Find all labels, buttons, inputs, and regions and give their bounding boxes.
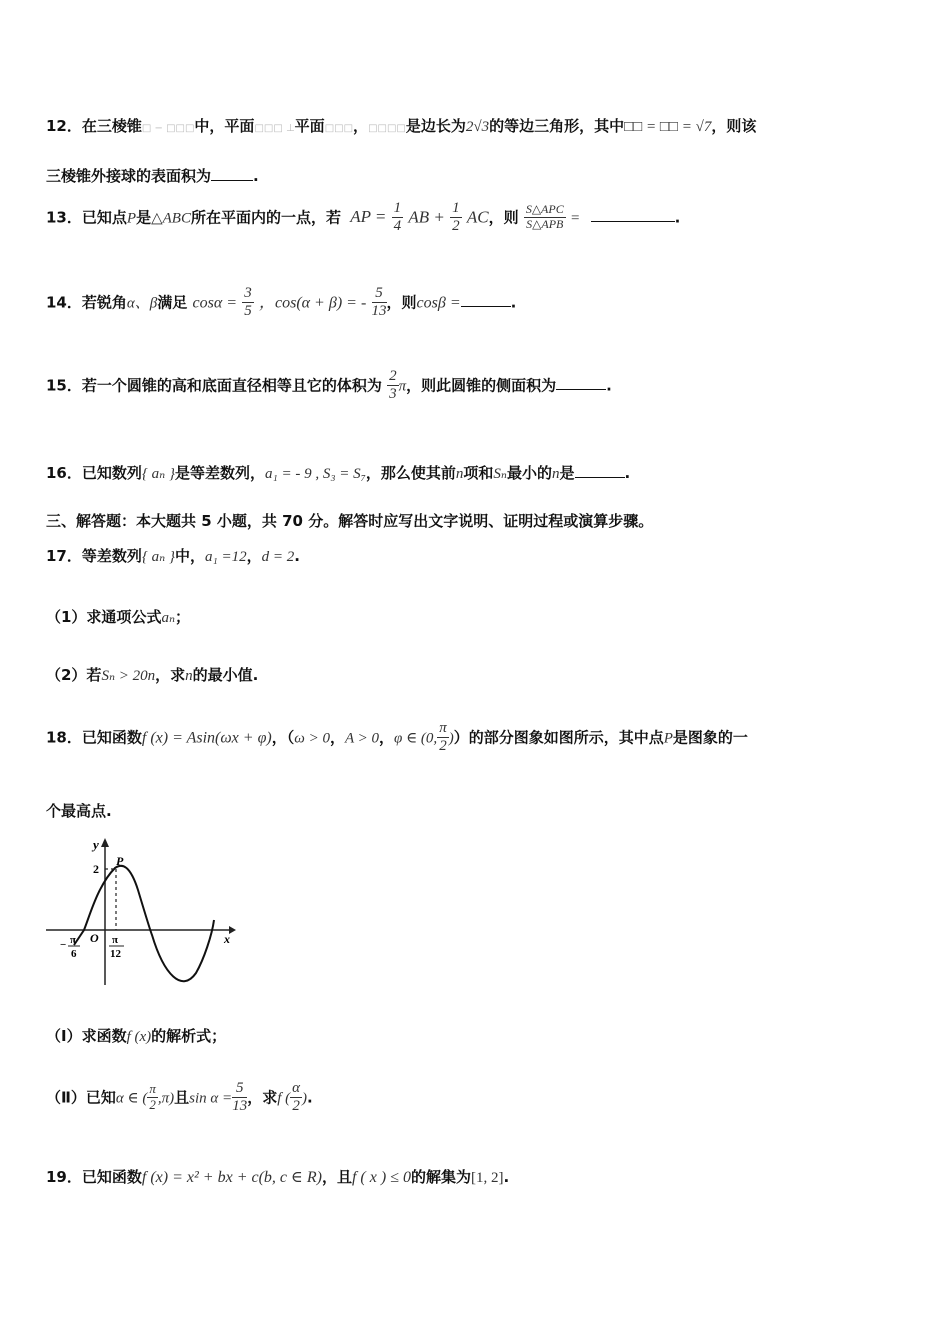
origin-label: O [90, 931, 99, 945]
y-label: y [93, 837, 99, 852]
q14: 14．若锐角α、β满足 cosα = $\frac{3}{5}$ ，cos(α + β) = - $\frac{5}{13}$ ，则cosβ = . [46, 285, 517, 320]
sine-graph [46, 835, 236, 990]
sine-curve [74, 866, 214, 981]
q16: 16．已知数列{ aₙ }是等差数列，a₁ = - 9 , S₃ = S₇，那么使其前n项和Sₙ最小的n是 . [46, 464, 631, 482]
section-heading: 三、解答题：本大题共 5 小题，共 70 分。解答时应写出文字说明、证明过程或演算步骤。 [46, 512, 654, 530]
q18: 18．已知函数f (x) = Asin(ωx + φ)，（ω > 0，A > 0，φ ∈ (0, $\frac{\pi}{2}$ )）的部分图象如图所示，其中点P是图象的一 [46, 720, 748, 755]
fraction-pi-over-2: $\frac{\pi}{2}$ [439, 720, 447, 755]
y-tick-2: 2 [93, 862, 99, 876]
answer-blank [556, 389, 606, 390]
math-side-length: 2√3 [465, 119, 490, 135]
q18-part1: （Ⅰ）求函数f (x)的解析式； [46, 1027, 227, 1045]
answer-blank [461, 306, 511, 307]
triangle-abc: △ABC [151, 210, 191, 227]
sequence-an: { aₙ } [141, 466, 175, 482]
x-tick-right-den: 12 [110, 948, 121, 960]
q13: 13．已知点P是△ABC所在平面内的一点，若 AP = $\frac{1}{4}$ AB + $\frac{1}{2}$ AC，则 $\frac{\text{S△APC}}{\text{S△APB}}$ = . [46, 200, 681, 235]
fraction-pi-over-2: $\frac{\pi}{2}$ [149, 1081, 156, 1113]
q12-line2: 三棱锥外接球的表面积为 . [46, 167, 259, 185]
fraction-one-half: $\frac{1}{2}$ [452, 200, 460, 235]
answer-blank [575, 477, 625, 478]
q12-line1: 12．在三棱锥□ − □□□中，平面□□□ ⊥平面□□□，□□□□是边长为2√3的等边三角形，其中□□ = □□ = √7，则该 [46, 117, 757, 135]
math-placeholder: □□□ [324, 123, 354, 134]
math-placeholder: □□□□ [368, 123, 406, 134]
q18-part2: （Ⅱ）已知α ∈ ( $\frac{\pi}{2}$ ,π)且sin α = $\frac{5}{13}$ ，求f ( $\frac{\alpha}{2}$ ). [46, 1080, 313, 1115]
math-equal-sides: □□ = □□ = √7 [624, 119, 712, 135]
fraction-alpha-over-2: $\frac{\alpha}{2}$ [292, 1080, 300, 1115]
peak-label: P [116, 854, 124, 868]
math-placeholder: □ − □□□ [141, 123, 195, 134]
answer-blank [211, 180, 253, 181]
y-axis-arrow [101, 838, 109, 847]
x-tick-right-num: π [112, 934, 119, 946]
fraction-five-thirteenths: $\frac{5}{13}$ [232, 1080, 248, 1115]
math-placeholder: □□□ ⊥ [254, 123, 295, 134]
q17-part2: （2）若Sₙ > 20n，求n的最小值. [46, 666, 259, 684]
q17: 17．等差数列{ aₙ }中，a₁ =12，d = 2. [46, 547, 300, 565]
x-tick-minus-sign: − [60, 939, 67, 951]
condition: a₁ = - 9 , S₃ = S₇ [264, 466, 366, 482]
x-tick-left-num: π [70, 934, 77, 946]
sequence-an: { aₙ } [141, 549, 175, 565]
q17-part1: （1）求通项公式aₙ； [46, 608, 191, 626]
fraction-two-thirds: $\frac{2}{3}$ [389, 368, 397, 403]
q19: 19．已知函数f (x) = x² + bx + c(b, c ∈ R)，且f ( x ) ≤ 0的解集为[1, 2]. [46, 1168, 510, 1186]
area-ratio: $\frac{\text{S△APC}}{\text{S△APB}}$ [525, 202, 564, 232]
answer-blank [591, 221, 675, 222]
x-label: x [224, 932, 230, 946]
q15: 15．若一个圆锥的高和底面直径相等且它的体积为 $\frac{2}{3}$ π，则此圆锥的侧面积为 . [46, 368, 612, 403]
x-tick-left-den: 6 [71, 948, 77, 960]
fraction-five-thirteenths: $\frac{5}{13}$ [371, 285, 387, 320]
fraction-one-quarter: $\frac{1}{4}$ [393, 200, 402, 235]
x-axis-arrow [229, 926, 236, 934]
q18-line2: 个最高点. [46, 802, 112, 820]
fraction-three-fifths: $\frac{3}{5}$ [244, 285, 252, 320]
